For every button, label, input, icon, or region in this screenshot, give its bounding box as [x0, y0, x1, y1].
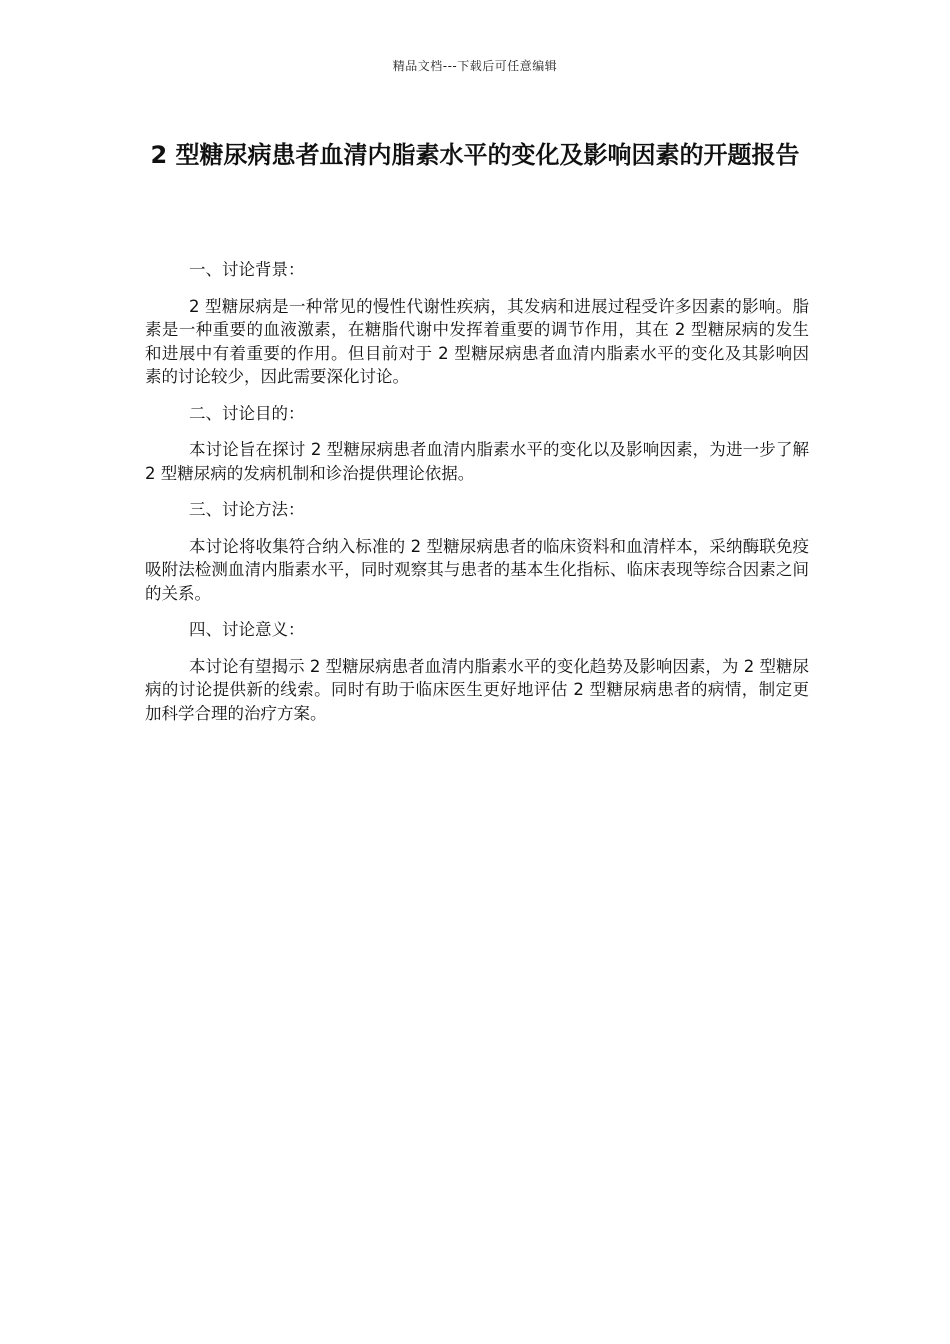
section-heading-purpose: 二、讨论目的：: [189, 403, 305, 423]
section-body-significance: 本讨论有望揭示 2 型糖尿病患者血清内脂素水平的变化趋势及影响因素，为 2 型糖尿病的讨论提供新的线索。同时有助于临床医生更好地评估 2 型糖尿病患者的病情，制定更加科学合理的治疗方案。: [145, 656, 809, 723]
section-heading-method: 三、讨论方法：: [189, 500, 305, 519]
section-body-background: 2 型糖尿病是一种常见的慢性代谢性疾病，其发病和进展过程受许多因素的影响。脂素是一种重要的血液激素，在糖脂代谢中发挥着重要的调节作用，其在 2 型糖尿病的发生和进展中有着重要的作用。但目前对于 2 型糖尿病患者血清内脂素水平的变化及其影响因素的讨论较少，因此需要深化讨论。: [145, 296, 809, 386]
section-body-method: 本讨论将收集符合纳入标准的 2 型糖尿病患者的临床资料和血清样本，采纳酶联免疫吸附法检测血清内脂素水平，同时观察其与患者的基本生化指标、临床表现等综合因素之间的关系。: [145, 536, 809, 603]
section-heading-background: 一、讨论背景：: [189, 260, 305, 279]
section-heading-significance: 四、讨论意义：: [189, 620, 305, 639]
document-body: [145, 258, 809, 738]
header-note: 精品文档---下载后可任意编辑: [392, 59, 558, 73]
section-body-purpose: 本讨论旨在探讨 2 型糖尿病患者血清内脂素水平的变化以及影响因素，为进一步了解 2 型糖尿病的发病机制和诊治提供理论依据。: [145, 440, 809, 483]
document-title: 2 型糖尿病患者血清内脂素水平的变化及影响因素的开题报告: [150, 141, 800, 169]
